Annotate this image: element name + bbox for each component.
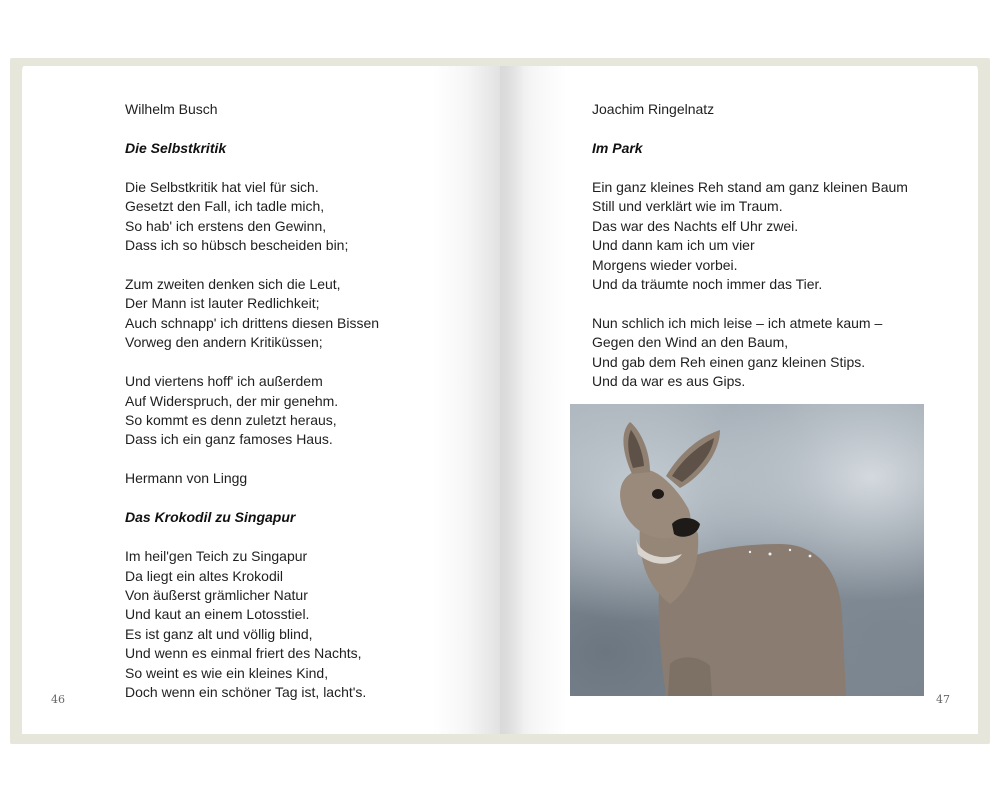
poem-line: Im heil'gen Teich zu Singapur: [125, 548, 308, 565]
poem-author: Hermann von Lingg: [125, 470, 248, 487]
poem-stanza: [125, 275, 379, 353]
poem-line: Da liegt ein altes Krokodil: [125, 567, 283, 584]
page-number: 47: [936, 693, 950, 706]
poem-line: Still und verklärt wie im Traum.: [592, 198, 783, 215]
left-page-text: [125, 100, 379, 703]
poem-line: Und dann kam ich um vier: [592, 237, 755, 254]
page-number: 46: [51, 693, 65, 706]
poem-line: Zum zweiten denken sich die Leut,: [125, 275, 341, 292]
poem-line: Der Mann ist lauter Redlichkeit;: [125, 295, 320, 312]
poem-line: So kommt es denn zuletzt heraus,: [125, 412, 337, 428]
poem-stanza: [592, 314, 908, 392]
deer-illustration: [570, 404, 924, 696]
poem-line: Auf Widerspruch, der mir genehm.: [125, 392, 339, 409]
poem-line: Ein ganz kleines Reh stand am ganz kleinen Baum: [592, 178, 908, 195]
poem-line: Vorweg den andern Kritiküssen;: [125, 334, 323, 351]
poem-line: Auch schnapp' ich drittens diesen Bissen: [125, 314, 380, 331]
poem-line: Und wenn es einmal friert des Nachts,: [125, 645, 362, 662]
poem-line: Das war des Nachts elf Uhr zwei.: [592, 217, 799, 234]
poem-title: Die Selbstkritik: [125, 139, 227, 156]
poem-line: So weint es wie ein kleines Kind,: [125, 664, 329, 681]
poem-title: Im Park: [592, 139, 643, 156]
poem-line: Und viertens hoff' ich außerdem: [125, 373, 323, 390]
poem-stanza: [592, 178, 908, 295]
poem-line: Gesetzt den Fall, ich tadle mich,: [125, 198, 325, 215]
poem-line: Dass ich ein ganz famoses Haus.: [125, 431, 333, 448]
poem-line: Morgens wieder vorbei.: [592, 256, 738, 273]
poem-line: Gegen den Wind an den Baum,: [592, 334, 789, 351]
right-page: [500, 66, 978, 734]
poem-line: Doch wenn ein schöner Tag ist, lacht's.: [125, 684, 367, 701]
poem-line: Und gab dem Reh einen ganz kleinen Stips.: [592, 353, 866, 370]
poem-stanza: [125, 372, 379, 450]
left-page: [22, 66, 500, 734]
poem-title: Das Krokodil zu Singapur: [125, 509, 296, 526]
poem-stanza: [125, 178, 379, 256]
poem-author: Joachim Ringelnatz: [592, 101, 715, 117]
right-page-text: [592, 100, 908, 392]
poem-line: Von äußerst grämlicher Natur: [125, 586, 308, 603]
poem-author: Wilhelm Busch: [125, 101, 218, 117]
poem-line: Dass ich so hübsch bescheiden bin;: [125, 237, 349, 254]
poem-line: Und kaut an einem Lotosstiel.: [125, 606, 310, 623]
poem-stanza: [125, 547, 379, 703]
poem-line: Und da war es aus Gips.: [592, 373, 746, 390]
poem-line: So hab' ich erstens den Gewinn,: [125, 217, 327, 234]
poem-line: Nun schlich ich mich leise – ich atmete kaum –: [592, 314, 883, 331]
deer-photo: [570, 404, 924, 696]
poem-line: Und da träumte noch immer das Tier.: [592, 275, 823, 292]
poem-line: Die Selbstkritik hat viel für sich.: [125, 178, 319, 195]
poem-line: Es ist ganz alt und völlig blind,: [125, 625, 313, 642]
